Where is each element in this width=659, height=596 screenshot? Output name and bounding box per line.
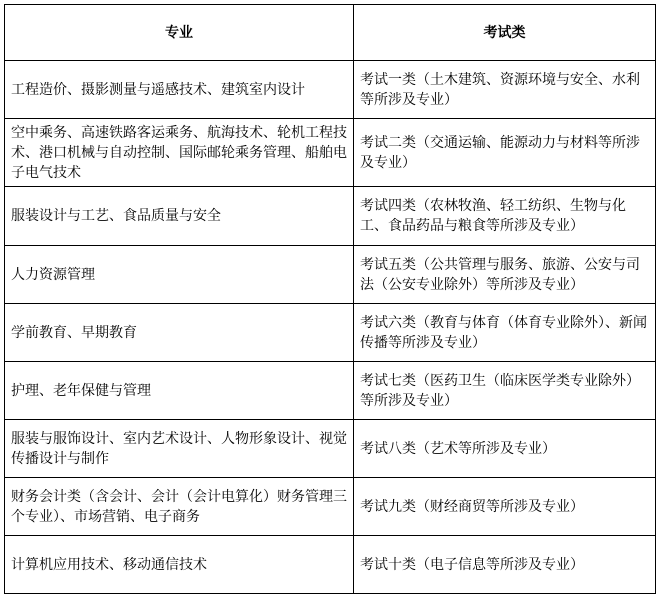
cell-exam-category: 考试十类（电子信息等所涉及专业） <box>354 536 656 594</box>
table-row <box>5 119 656 187</box>
cell-major: 服装设计与工艺、食品质量与安全 <box>5 187 354 246</box>
cell-exam-category: 考试四类（农林牧渔、轻工纺织、生物与化工、食品药品与粮食等所涉及专业） <box>354 187 656 246</box>
cell-major: 财务会计类（含会计、会计（会计电算化）财务管理三个专业）、市场营销、电子商务 <box>5 478 354 536</box>
cell-major: 工程造价、摄影测量与遥感技术、建筑室内设计 <box>5 61 354 119</box>
table-row <box>5 362 656 420</box>
table-row <box>5 536 656 594</box>
cell-exam-category: 考试一类（土木建筑、资源环境与安全、水利等所涉及专业） <box>354 61 656 119</box>
cell-exam-category: 考试七类（医药卫生（临床医学类专业除外）等所涉及专业） <box>354 362 656 420</box>
cell-major: 服装与服饰设计、室内艺术设计、人物形象设计、视觉传播设计与制作 <box>5 420 354 478</box>
cell-major: 计算机应用技术、移动通信技术 <box>5 536 354 594</box>
table-row <box>5 187 656 246</box>
cell-exam-category: 考试五类（公共管理与服务、旅游、公安与司法（公安专业除外）等所涉及专业） <box>354 246 656 304</box>
cell-major: 护理、老年保健与管理 <box>5 362 354 420</box>
table-row <box>5 420 656 478</box>
cell-major: 学前教育、早期教育 <box>5 304 354 362</box>
cell-exam-category: 考试九类（财经商贸等所涉及专业） <box>354 478 656 536</box>
major-exam-category-table <box>4 4 656 594</box>
table-header-row <box>5 5 656 61</box>
cell-major: 人力资源管理 <box>5 246 354 304</box>
header-major: 专业 <box>5 5 354 61</box>
cell-exam-category: 考试八类（艺术等所涉及专业） <box>354 420 656 478</box>
cell-exam-category: 考试二类（交通运输、能源动力与材料等所涉及专业） <box>354 119 656 187</box>
table-row <box>5 304 656 362</box>
table-row <box>5 246 656 304</box>
cell-exam-category: 考试六类（教育与体育（体育专业除外）、新闻传播等所涉及专业） <box>354 304 656 362</box>
header-exam-category: 考试类 <box>354 5 656 61</box>
cell-major: 空中乘务、高速铁路客运乘务、航海技术、轮机工程技术、港口机械与自动控制、国际邮轮乘务管理、船舶电子电气技术 <box>5 119 354 187</box>
table-row <box>5 61 656 119</box>
table-row <box>5 478 656 536</box>
